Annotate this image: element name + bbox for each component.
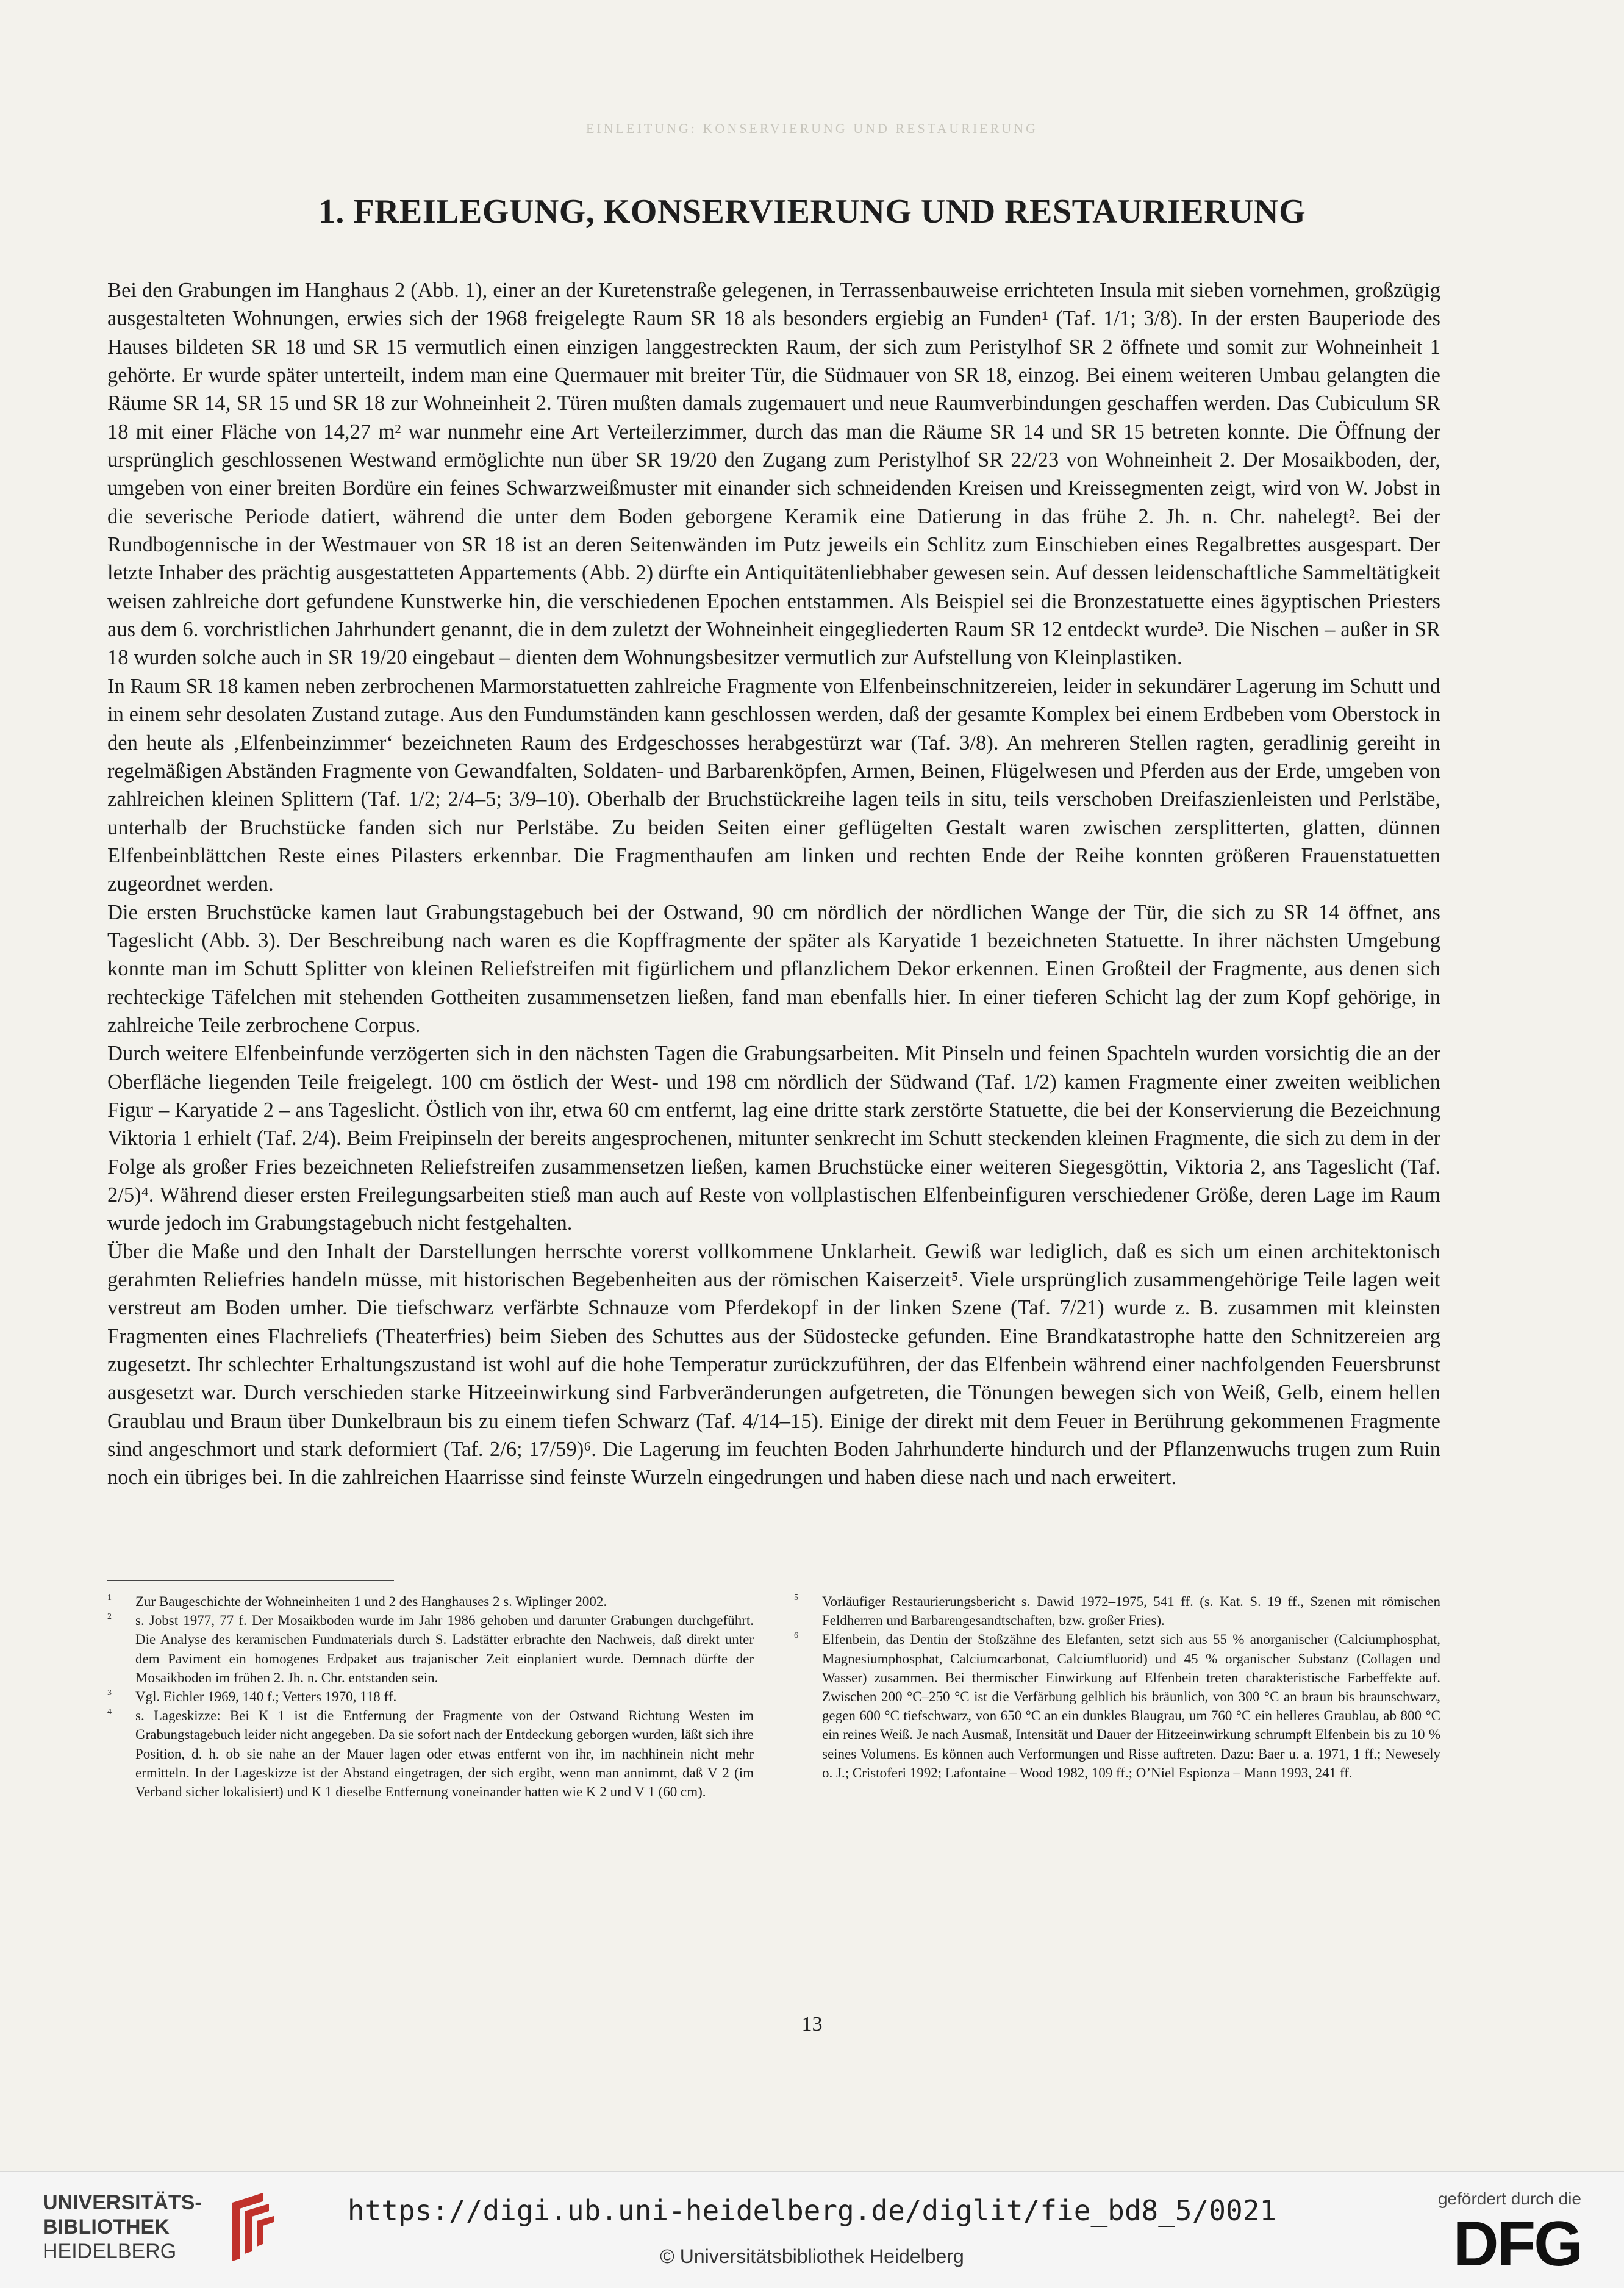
footnote [794,1592,1440,1630]
copyright-notice: © Universitätsbibliothek Heidelberg [660,2245,964,2267]
footnote-number: 3 [107,1688,112,1698]
paragraph: Die ersten Bruchstücke kamen laut Grabungstagebuch bei der Ostwand, 90 cm nördlich der nördlichen Wange der Tür, die sich zu SR 14 öffnet, ans Tageslicht (Abb. 3). Der Beschreibung nach waren es die Kopffragmente der später als Karyatide 1 bezeichneten Statuette. In ihrer nächsten Umgebung konnte man im Schutt Splitter von kleinen Reliefstreifen mit figürlichem und pflanzlichem Dekor erkennen. Einen Großteil der Fragmente, aus denen sich rechteckige Täfelchen mit stehenden Gottheiten zusammensetzen ließen, fand man ebenfalls hier. In einer tieferen Schicht lag der zum Kopf gehörige, in zahlreiche Teile zerbrochene Corpus. [107,900,1440,1037]
paragraph: Bei den Grabungen im Hanghaus 2 (Abb. 1), einer an der Kuretenstraße gelegenen, in Terrassenbauweise errichteten Insula mit sieben vornehmen, großzügig ausgestalteten Wohnungen, erwies sich der 1968 freigelegte Raum SR 18 als besonders ergiebig an Funden¹ (Taf. 1/1; 3/8). In der ersten Bauperiode des Hauses bildeten SR 18 und SR 15 vermutlich einen einzigen langgestreckten Raum, der sich zum Peristylhof SR 2 öffnete und somit zur Wohneinheit 1 gehörte. Er wurde später unterteilt, indem man eine Quermauer mit breiter Tür, die Südmauer von SR 18, einzog. Bei einem weiteren Umbau gelangten die Räume SR 14, SR 15 und SR 18 zur Wohneinheit 2. Türen mußten damals zugemauert und neue Raumverbindungen geschaffen werden. Das Cubiculum SR 18 mit einer Fläche von 14,27 m² war nunmehr eine Art Verteilerzimmer, durch das man die Räume SR 14 und SR 15 betreten konnte. Die Öffnung der ursprünglich geschlossenen Westwand ermöglichte nun über SR 19/20 den Zugang zum Peristylhof SR 22/23 von Wohneinheit 2. Der Mosaikboden, der, umgeben von einer breiten Bordüre ein feines Schwarzweißmuster mit einander sich schneidenden Kreisen und Kreissegmenten zeigt, wird von W. Jobst in die severische Periode datiert, während die unter dem Boden geborgene Keramik eine Datierung in das frühe 2. Jh. n. Chr. nahelegt². Bei der Rundbogennische in der Westmauer von SR 18 ist an deren Seitenwänden im Putz jeweils ein Schlitz zum Einschieben eines Regalbrettes ausgespart. Der letzte Inhaber des prächtig ausgestatteten Appartements (Abb. 2) dürfte ein Antiquitätenliebhaber gewesen sein. Auf dessen leidenschaftliche Sammeltätigkeit weisen zahlreiche dort gefundene Kunstwerke hin, die verschiedenen Epochen entstammen. Als Beispiel sei die Bronzestatuette eines ägyptischen Priesters aus dem 6. vorchristlichen Jahrhundert genannt, die in dem zuletzt der Wohneinheit eingegliederten Raum SR 12 entdeckt wurde³. Die Nischen – außer in SR 18 wurden solche auch in SR 19/20 eingebaut – dienten dem Wohnungsbesitzer vermutlich zur Aufstellung von Kleinplastiken. [107,279,1440,670]
chapter-title: 1. FREILEGUNG, KONSERVIERUNG UND RESTAURIERUNG [318,193,1306,231]
footnote-number: 2 [107,1612,112,1622]
footnote [107,1611,754,1687]
footnote-text: Elfenbein, das Dentin der Stoßzähne des Elefanten, setzt sich aus 55 % anorganischer (Calciumphosphat, Magnesiumphosphat, Calciumcarbonat, Calciumfluorid) und 45 % organischer Substanz (Collagen und Wasser) zusammen. Bei thermischer Einwirkung auf Elfenbein treten charakteristische Farbeffekte auf. Zwischen 200 °C–250 °C ist die Verfärbung gelblich bis bräunlich, von 300 °C an braun bis braunschwarz, gegen 600 °C tiefschwarz, von 650 °C an ein dunkles Blaugrau, um 760 °C ein helleres Graublau, ab 800 °C ein reines Weiß. Je nach Ausmaß, Intensität und Dauer der Hitzeeinwirkung schrumpft Elfenbein bis zu 10 % seines Volumens. Es können auch Verformungen und Risse auftreten. Dazu: Baer u. a. 1971, 1 ff.; Newesely o. J.; Cristoferi 1992; Lafontaine – Wood 1982, 109 ff.; O’Niel Espionza – Mann 1993, 241 ff. [822,1632,1440,1781]
footnote-number: 5 [794,1593,798,1602]
footnote-separator [107,1580,394,1581]
footnote [794,1630,1440,1782]
logo-line: BIBLIOTHEK [43,2215,170,2239]
paragraph: Durch weitere Elfenbeinfunde verzögerten sich in den nächsten Tagen die Grabungsarbeiten. Mit Pinseln und feinen Spachteln wurden vorsichtig die an der Oberfläche liegenden Teile freigelegt. 100 cm östlich der West- und 198 cm nördlich der Südwand (Taf. 1/2) kamen Fragmente einer zweiten weiblichen Figur – Karyatide 2 – ans Tageslicht. Östlich von ihr, etwa 60 cm entfernt, lag eine dritte stark zerstörte Statuette, die bei der Konservierung die Bezeichnung Viktoria 1 erhielt (Taf. 2/4). Beim Freipinseln der bereits angesprochenen, mitunter senkrecht im Schutt steckenden kleinen Fragmente, die sich zu dem in der Folge als großer Fries bezeichneten Reliefstreifen zusammensetzen ließen, kamen Bruchstücke einer weiteren Siegesgöttin, Viktoria 2, ans Tageslicht (Taf. 2/5)⁴. Während dieser ersten Freilegungsarbeiten stieß man auch auf Reste von vollplastischen Elfenbeinfiguren verschiedener Größe, deren Lage im Raum wurde jedoch im Grabungstagebuch nicht festgehalten. [107,1042,1440,1235]
footnote-number: 6 [794,1631,798,1641]
dfg-funding[interactable] [1437,2189,1581,2279]
running-header: EINLEITUNG: KONSERVIERUNG UND RESTAURIERUNG [585,121,1039,136]
footnote-text: Vorläufiger Restaurierungsbericht s. Dawid 1972–1975, 541 ff. (s. Kat. S. 19 ff., Szenen mit römischen Feldherren und Barbarengesandtschaften, bzw. großer Fries). [822,1594,1440,1629]
footnotes [107,1592,1440,1801]
viewer-footer [0,2171,1624,2288]
logo-line: UNIVERSITÄTS- [43,2191,202,2214]
footnote-number: 4 [107,1707,112,1717]
permalink-url[interactable]: https://digi.ub.uni-heidelberg.de/diglit/fie_bd8_5/0021 [347,2194,1277,2227]
page-number: 13 [801,2013,823,2035]
footnote [107,1706,754,1801]
footnote-text: s. Lageskizze: Bei K 1 ist die Entfernung der Fragmente von der Ostwand Richtung Westen im Grabungstagebuch leider nicht angegeben. Da sie sofort nach der Entdeckung geborgen wurden, läßt sich ihre Position, d. h. ob sie nahe an der Mauer lagen oder etwas entfernt von ihr, im nachhinein nicht mehr ermitteln. In der Lageskizze ist der Abstand eingetragen, der sich ergibt, wenn man annimmt, daß V 2 (im Verband sicher lokalisiert) und K 1 dieselbe Entfernung voneinander hatten wie K 2 und V 1 (60 cm). [135,1708,754,1800]
footnote [107,1592,754,1611]
body-text [107,276,1440,1492]
footnote-text: Vgl. Eichler 1969, 140 f.; Vetters 1970, 118 ff. [135,1689,397,1705]
footnote [107,1687,754,1706]
footnotes-left-column [107,1592,754,1801]
footnotes-right-column [794,1592,1440,1801]
paragraph: In Raum SR 18 kamen neben zerbrochenen Marmorstatuetten zahlreiche Fragmente von Elfenbeinschnitzereien, leider in sekundärer Lagerung im Schutt und in einem sehr desolaten Zustand zutage. Aus den Fundumständen kann geschlossen werden, daß der gesamte Komplex bei einem Erdbeben vom Oberstock in den heute als ‚Elfenbeinzimmer‘ bezeichneten Raum des Erdgeschosses herabgestürzt war (Taf. 3/8). An mehreren Stellen ragten, geradlinig gereiht in regelmäßigen Abständen Fragmente von Gewandfalten, Soldaten- und Barbarenköpfen, Armen, Beinen, Flügelwesen und Pferden aus der Erde, umgeben von zahlreichen kleinen Splittern (Taf. 1/2; 2/4–5; 3/9–10). Oberhalb der Bruchstückreihe lagen teils in situ, teils verschoben Dreifaszienleisten und Perlstäbe, unterhalb der Bruchstücke fanden sich nur Perlstäbe. Zu beiden Seiten einer geflügelten Gestalt waren zwischen zersplitterten, glatten, dünnen Elfenbeinblättchen Reste eines Pilasters erkennbar. Die Fragmenthaufen am linken und rechten Ende der Reihe konnten größeren Frauenstatuetten zugeordnet werden. [107,674,1440,896]
funding-caption: gefördert durch die [1437,2189,1581,2208]
logo-line: HEIDELBERG [43,2240,177,2263]
footnote-text: s. Jobst 1977, 77 f. Der Mosaikboden wurde im Jahr 1986 gehoben und darunter Grabungen durchgeführt. Die Analyse des keramischen Fundmaterials durch S. Ladstätter erbrachte den Nachweis, daß direkt unter dem Paviment ein homogenes Erdpaket aus trajanischer Zeit einplaniert wurde. Demnach dürfte der Mosaikboden im frühen 2. Jh. n. Chr. entstanden sein. [135,1613,754,1685]
paragraph: Über die Maße und den Inhalt der Darstellungen herrschte vorerst vollkommene Unklarheit. Gewiß war lediglich, daß es sich um einen architektonisch gerahmten Reliefries handeln müsse, mit historischen Begebenheiten aus der römischen Kaiserzeit⁵. Viele ursprünglich zusammengehörige Teile lagen weit verstreut am Boden umher. Die tiefschwarz verfärbte Schnauze vom Pferdekopf in der linken Szene (Taf. 7/21) wurde z. B. zusammen mit kleinsten Fragmenten eines Flachreliefs (Theaterfries) beim Sieben des Schuttes aus der Südostecke gefunden. Eine Brandkatastrophe hatte den Schnitzereien arg zugesetzt. Ihr schlechter Erhaltungszustand ist wohl auf die hohe Temperatur zurückzuführen, der das Elfenbein während einer nachfolgenden Feuersbrunst ausgesetzt war. Durch verschieden starke Hitzeeinwirkung sind Farbveränderungen aufgetreten, die Tönungen bewegen sich von Weiß, Gelb, einem hellen Graublau und Braun über Dunkelbraun bis zu einem tiefen Schwarz (Taf. 4/14–15). Einige der direkt mit dem Feuer in Berührung gekommenen Fragmente sind angeschmort und stark deformiert (Taf. 2/6; 17/59)⁶. Die Lagerung im feuchten Boden Jahrhunderte hindurch und der Pflanzenwuchs trugen zum Ruin noch ein übriges bei. In die zahlreichen Haarrisse sind feinste Wurzeln eingedrungen und haben diese nach und nach erweitert. [107,1239,1440,1490]
dfg-logo: DFG [1453,2209,1581,2279]
footnote-text: Zur Baugeschichte der Wohneinheiten 1 und 2 des Hanghauses 2 s. Wiplinger 2002. [135,1594,607,1609]
footnote-number: 1 [107,1593,112,1602]
